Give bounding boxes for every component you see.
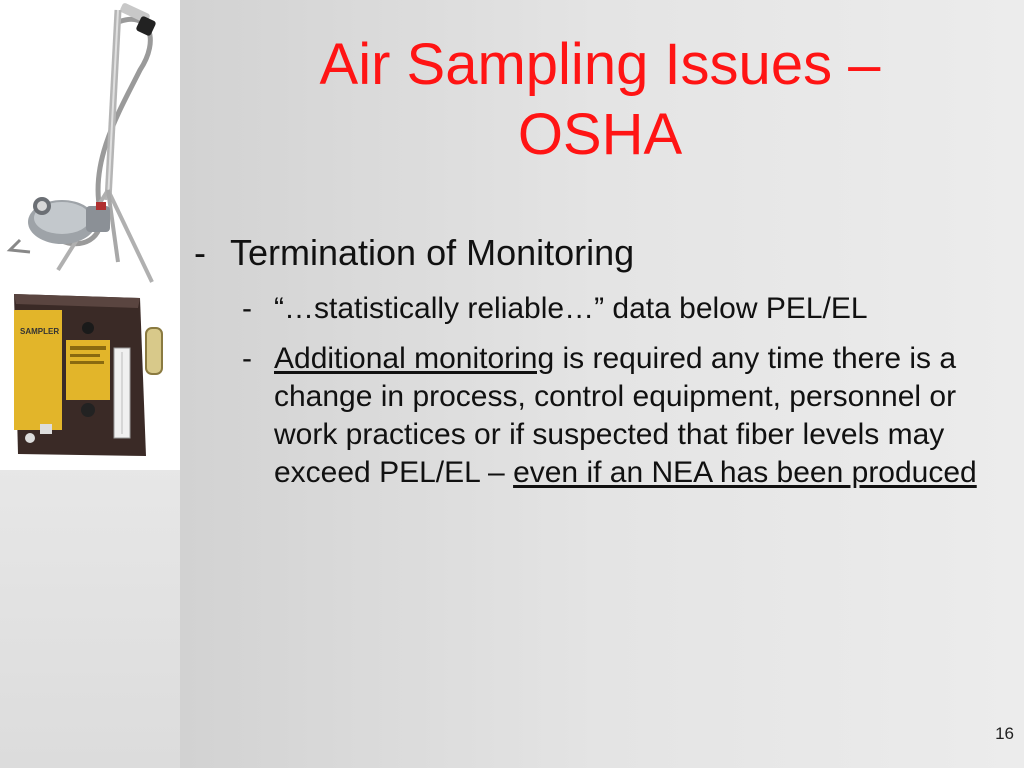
bullet-text: Termination of Monitoring [230,232,635,273]
additional-monitoring-underlined: Additional monitoring [274,342,555,375]
sub-bullet-additional-monitoring [186,340,1016,492]
title-line-2: OSHA [517,102,683,167]
bullet-termination-of-monitoring [186,228,1016,278]
slide-body [186,228,1016,492]
left-image-panel [0,0,180,768]
sub-bullet-statistically-reliable [186,290,1016,328]
sub-bullet-dash: - [242,342,252,375]
sub-bullet-text: “…statistically reliable…” data below PEL/EL [274,292,868,325]
slide-title [240,30,960,170]
bullet-dash: - [194,232,206,273]
personal-air-sampler-image [0,288,180,468]
photo-area [0,0,180,470]
nea-produced-underlined: even if an NEA has been produced [513,456,977,489]
title-line-1: Air Sampling Issues – [319,32,881,97]
tripod-air-sampler-pump-image [0,0,180,290]
page-number: 16 [995,724,1014,743]
additional-monitoring-text: is required any time there is a change in process, control equipment, personnel or work practices or if suspected that fiber levels may exceed PEL/EL – [274,342,957,489]
sampler-label: SAMPLER [20,327,60,336]
sub-bullet-dash: - [242,292,252,325]
